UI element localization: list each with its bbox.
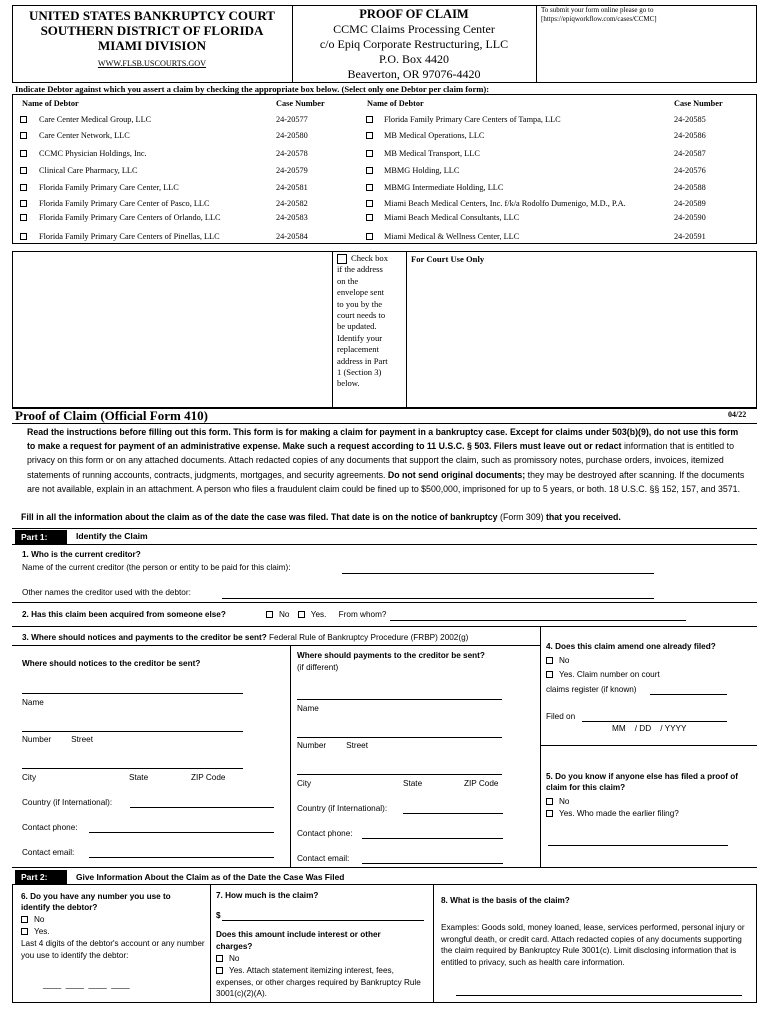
debtor-name: MB Medical Operations, LLC (384, 131, 485, 140)
notices-phone-field[interactable] (89, 823, 274, 833)
q5-yes: Yes. Who made the earlier filing? (546, 808, 679, 820)
debtor-checkbox[interactable] (366, 233, 373, 240)
q4-filed-label: Filed on (546, 712, 576, 721)
notices-name-label: Name (22, 698, 44, 707)
debtor-case-number: 24-20578 (276, 149, 308, 158)
address-note-line: if the address (337, 264, 383, 275)
payments-city-label: City (297, 779, 312, 788)
q7-dollar-sign: $ (216, 911, 221, 920)
debtor-checkbox[interactable] (20, 200, 27, 207)
debtor-checkbox[interactable] (20, 116, 27, 123)
q6-yes-checkbox[interactable] (21, 928, 28, 935)
debtor-row[interactable] (366, 211, 756, 225)
part2-title: Give Information About the Claim as of the Date the Case Was Filed (76, 872, 345, 882)
debtor-row[interactable] (366, 164, 756, 178)
notices-state-label: State (129, 773, 149, 782)
debtor-checkbox[interactable] (20, 150, 27, 157)
debtor-row[interactable] (366, 147, 756, 161)
q4-register-label: claims register (if known) (546, 685, 637, 694)
q7-interest-question: Does this amount include interest or other charges? (216, 930, 381, 951)
debtor-name: Care Center Network, LLC (39, 131, 130, 140)
notices-city-label: City (22, 773, 37, 782)
debtor-row[interactable] (20, 164, 360, 178)
debtor-case-number: 24-20589 (674, 199, 706, 208)
debtor-name: Clinical Care Pharmacy, LLC (39, 166, 138, 175)
debtor-case-number: 24-20583 (276, 213, 308, 222)
debtor-checkbox[interactable] (366, 184, 373, 191)
address-update-checkbox[interactable] (337, 254, 347, 264)
q5-title: 5. Do you know if anyone else has filed a proof of claim for this claim? (546, 772, 738, 792)
q2-options: No Yes. From whom? (266, 609, 386, 621)
address-note-line: envelope sent (337, 287, 385, 298)
debtor-row[interactable] (366, 197, 756, 211)
q2-from-whom-field[interactable] (390, 611, 686, 621)
q1-title: 1. Who is the current creditor? (22, 550, 141, 559)
debtor-checkbox[interactable] (366, 200, 373, 207)
debtor-row[interactable] (366, 129, 756, 143)
q2-yes-checkbox[interactable] (298, 611, 305, 618)
payments-country-label: Country (if International): (297, 804, 388, 813)
debtor-list-right (366, 113, 756, 243)
payments-zip-label: ZIP Code (464, 779, 499, 788)
q3-title: 3. Where should notices and payments to the creditor be sent? Federal Rule of Bankruptcy Procedure (FRBP) 2002(g) (22, 633, 469, 642)
q8-basis-field[interactable] (456, 987, 742, 996)
notices-title: Where should notices to the creditor be sent? (22, 659, 201, 668)
debtor-name: Florida Family Primary Care Centers of Orlando, LLC (39, 213, 221, 222)
address-note-line: address in Part (337, 355, 388, 366)
q6-yes: Yes. (21, 926, 50, 938)
debtor-name: MBMG Intermediate Holding, LLC (384, 183, 504, 192)
payments-city-field[interactable] (297, 765, 502, 775)
debtor-case-number: 24-20580 (276, 131, 308, 140)
payments-name-field[interactable] (297, 690, 502, 700)
debtor-row[interactable] (366, 113, 756, 127)
address-note-line: to you by the (337, 298, 383, 309)
debtor-checkbox[interactable] (366, 150, 373, 157)
q8-examples: Examples: Goods sold, money loaned, lease, services performed, personal injury or wrongful death, or credit card. Attach redacted copies of any documents supporting the claim required by Bankruptcy Rule 3001(c). Limit disclosing information that is entitled to privacy, such as health care information. (441, 923, 745, 967)
debtor-case-number: 24-20576 (674, 166, 706, 175)
q7-no: No (216, 953, 239, 965)
debtor-row[interactable] (20, 197, 360, 211)
debtor-name: Miami Beach Medical Centers, Inc. f/k/a Rodolfo Dumenigo, M.D., P.A. (384, 199, 626, 208)
q6-no: No (21, 914, 44, 926)
col-case-left: Case Number (276, 99, 325, 108)
debtor-case-number: 24-20584 (276, 232, 308, 241)
debtor-name: Florida Family Primary Care Center, LLC (39, 183, 179, 192)
debtor-case-number: 24-20582 (276, 199, 308, 208)
debtor-name: Miami Medical & Wellness Center, LLC (384, 232, 520, 241)
debtor-case-number: 24-20577 (276, 115, 308, 124)
q2-no-checkbox[interactable] (266, 611, 273, 618)
debtor-checkbox[interactable] (20, 184, 27, 191)
payments-subtitle: (if different) (297, 663, 339, 672)
debtor-checkbox[interactable] (20, 233, 27, 240)
poc-title: PROOF OF CLAIM (359, 7, 469, 21)
court-name: UNITED STATES BANKRUPTCY COURT SOUTHERN DISTRICT OF FLORIDA MIAMI DIVISION (29, 8, 275, 53)
debtor-list-left (20, 113, 360, 243)
col-name-right: Name of Debtor (367, 99, 424, 108)
debtor-checkbox[interactable] (20, 132, 27, 139)
col-name-left: Name of Debtor (22, 99, 79, 108)
q1-other-names-label: Other names the creditor used with the debtor: (22, 588, 191, 597)
online-submission: To submit your form online please go to [https://epiqworkflow.com/cases/CCMC] (541, 6, 755, 24)
debtor-checkbox[interactable] (366, 167, 373, 174)
q7-yes-checkbox[interactable] (216, 967, 223, 974)
q7-amount-field[interactable] (222, 911, 424, 921)
address-note-line: 1 (Section 3) (337, 367, 382, 378)
q8-title: 8. What is the basis of the claim? (441, 896, 570, 905)
q2-title: 2. Has this claim been acquired from someone else? (22, 610, 226, 619)
q7-title: 7. How much is the claim? (216, 891, 319, 900)
address-update-note: Check box if the address on the envelope sent to you by the court needs to be updated. Identify your replacement address in Part 1 (Section 3) below. (337, 253, 405, 390)
debtor-name: Care Center Medical Group, LLC (39, 115, 152, 124)
debtor-row[interactable] (366, 230, 756, 244)
address-note-line: below. (337, 378, 360, 389)
notices-street-field[interactable] (22, 722, 243, 732)
q6-title: 6. Do you have any number you use to identify the debtor? (21, 892, 171, 912)
payments-phone-field[interactable] (362, 829, 503, 839)
q4-yes: Yes. Claim number on court (546, 669, 660, 681)
q6-last4-field[interactable]: ____ ____ ____ ____ (43, 980, 130, 989)
debtor-checkbox[interactable] (366, 214, 373, 221)
q4-claim-number-field[interactable] (650, 685, 727, 695)
col-case-right: Case Number (674, 99, 723, 108)
debtor-row[interactable] (20, 181, 360, 195)
debtor-case-number: 24-20588 (674, 183, 706, 192)
court-url[interactable]: WWW.FLSB.USCOURTS.GOV (97, 59, 207, 68)
debtor-checkbox[interactable] (20, 214, 27, 221)
debtor-name: Miami Beach Medical Consultants, LLC (384, 213, 520, 222)
claims-address: PROOF OF CLAIM CCMC Claims Processing Center c/o Epiq Corporate Restructuring, LLC P.O. Box 4420 Beaverton, OR 97076-4420 (292, 7, 536, 82)
payments-email-label: Contact email: (297, 854, 350, 863)
debtor-checkbox[interactable] (366, 132, 373, 139)
payments-street-field[interactable] (297, 728, 502, 738)
debtor-checkbox[interactable] (366, 116, 373, 123)
debtor-name: MBMG Holding, LLC (384, 166, 460, 175)
notices-city-field[interactable] (22, 759, 243, 769)
debtor-case-number: 24-20591 (674, 232, 706, 241)
debtor-name: CCMC Physician Holdings, Inc. (39, 149, 147, 158)
payments-state-label: State (403, 779, 423, 788)
q5-yes-checkbox[interactable] (546, 810, 553, 817)
q5-no: No (546, 796, 569, 808)
address-note-line: be updated. (337, 321, 377, 332)
address-note-line: replacement (337, 344, 379, 355)
q7-no-checkbox[interactable] (216, 955, 223, 962)
debtor-case-number: 24-20585 (674, 115, 706, 124)
debtor-row[interactable] (20, 147, 360, 161)
part1-title: Identify the Claim (76, 531, 148, 541)
fill-in-instruction: Fill in all the information about the claim as of the date the case was filed. That date is on the notice of bankruptcy (Form 309) that you received. (21, 512, 621, 522)
q4-no: No (546, 655, 569, 667)
q4-title: 4. Does this claim amend one already filed? (546, 642, 716, 651)
form-title: Proof of Claim (Official Form 410) (15, 408, 208, 423)
payments-title: Where should payments to the creditor be sent? (297, 651, 485, 660)
debtor-row[interactable] (366, 181, 756, 195)
q4-date-format: MM / DD / YYYY (612, 724, 687, 733)
online-submission-link[interactable]: [https://epiqworkflow.com/cases/CCMC] (541, 15, 657, 23)
address-note-line: court needs to (337, 310, 386, 321)
instructions-paragraph: Read the instructions before filling out this form. This form is for making a claim for payment in a bankruptcy case. Except for claims under 503(b)(9), do not use this form to make a request for payment of an administrative expense. Make such a request according to 11 U.S.C. § 503. Filers must leave out or redact information that is entitled to privacy on this form or on any attached documents. Attach redacted copies of any documents that support the claim, such as promissory notes, purchase orders, invoices, itemized statements of running accounts, contracts, judgments, mortgages, and security agreements. Do not send original documents; they may be destroyed after scanning. If the documents are not available, explain in an attachment. A person who files a fraudulent claim could be fined up to $500,000, imprisoned for up to 5 years, or both. 18 U.S.C. §§ 152, 157, and 3571. (27, 427, 745, 494)
payments-phone-label: Contact phone: (297, 829, 353, 838)
q5-earlier-filer-field[interactable] (548, 836, 728, 846)
notices-country-field[interactable] (130, 798, 274, 808)
debtor-name: Florida Family Primary Care Centers of Pinellas, LLC (39, 232, 220, 241)
payments-name-label: Name (297, 704, 319, 713)
payments-email-field[interactable] (362, 854, 503, 864)
q1-other-names-field[interactable] (222, 589, 654, 599)
q7-yes: Yes. Attach statement itemizing interest, fees, expenses, or other charges required by Bankruptcy Rule 3001(c)(2)(A). (216, 966, 421, 998)
debtor-name: MB Medical Transport, LLC (384, 149, 480, 158)
part1-label: Part 1: (15, 530, 67, 544)
part2-label: Part 2: (15, 870, 67, 884)
debtor-name: Florida Family Primary Care Center of Pasco, LLC (39, 199, 210, 208)
notices-country-label: Country (if International): (22, 798, 113, 807)
q5-no-checkbox[interactable] (546, 798, 553, 805)
debtor-instruction: Indicate Debtor against which you assert a claim by checking the appropriate box below. (Select only one Debtor per claim form): (15, 84, 490, 94)
notices-street-labels: Number Street (22, 735, 93, 744)
q1-creditor-name-field[interactable] (342, 564, 654, 574)
q4-yes-checkbox[interactable] (546, 671, 553, 678)
q1-creditor-name-label: Name of the current creditor (the person or entity to be paid for this claim): (22, 563, 291, 572)
address-note-line: Identify your (337, 332, 383, 343)
debtor-checkbox[interactable] (20, 167, 27, 174)
notices-email-label: Contact email: (22, 848, 75, 857)
payments-country-field[interactable] (403, 804, 503, 814)
debtor-row[interactable] (20, 113, 360, 127)
notices-name-field[interactable] (22, 684, 243, 694)
notices-phone-label: Contact phone: (22, 823, 78, 832)
address-note-line: on the (337, 275, 359, 286)
debtor-case-number: 24-20579 (276, 166, 308, 175)
form-version: 04/22 (728, 410, 747, 419)
debtor-case-number: 24-20581 (276, 183, 308, 192)
payments-street-labels: Number Street (297, 741, 368, 750)
debtor-case-number: 24-20586 (674, 131, 706, 140)
q4-no-checkbox[interactable] (546, 657, 553, 664)
debtor-row[interactable] (20, 230, 360, 244)
debtor-name: Florida Family Primary Care Centers of Tampa, LLC (384, 115, 561, 124)
q4-filed-date-field[interactable] (582, 712, 727, 722)
debtor-row[interactable] (20, 129, 360, 143)
debtor-row[interactable] (20, 211, 360, 225)
q6-last4-label: Last 4 digits of the debtor's account or any number you use to identify the debtor: (21, 939, 205, 960)
debtor-case-number: 24-20590 (674, 213, 706, 222)
notices-zip-label: ZIP Code (191, 773, 226, 782)
notices-email-field[interactable] (89, 848, 274, 858)
q6-no-checkbox[interactable] (21, 916, 28, 923)
debtor-case-number: 24-20587 (674, 149, 706, 158)
court-use-label: For Court Use Only (411, 254, 485, 264)
